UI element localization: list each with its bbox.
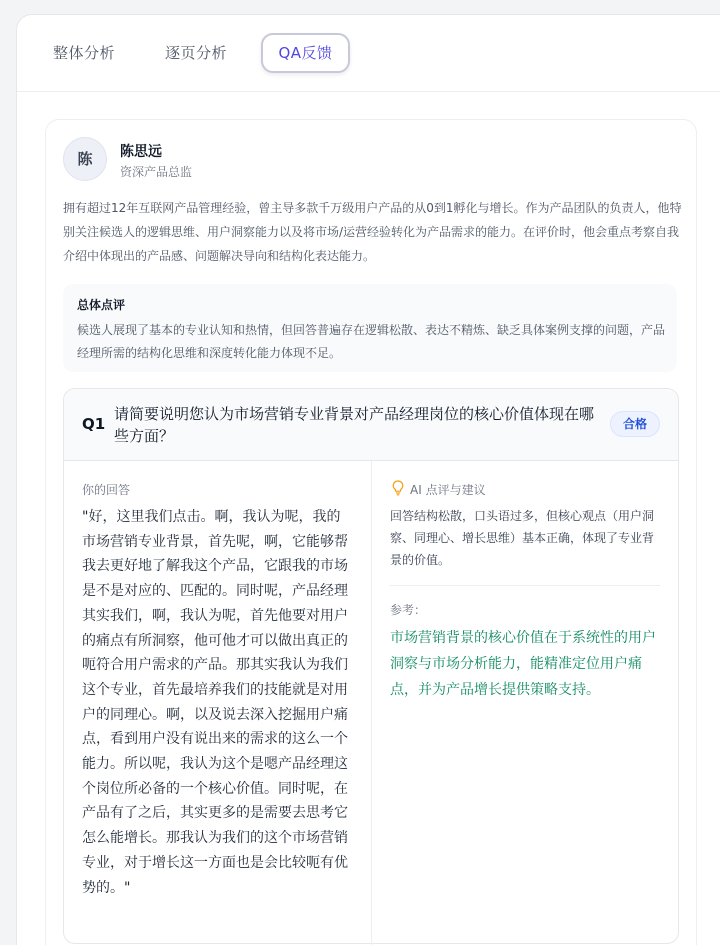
interviewer-bio: 拥有超过12年互联网产品管理经验，曾主导多款千万级用户产品的从0到1孵化与增长。作为产品团队的负责人，他特别关注候选人的逻辑思维、用户洞察能力以及将市场/运营经验转化为产品需求的能力。在评价时，他会重点考察自我介绍中体现出的产品感、问题解决导向和结构化表达能力。 [63,201,682,263]
status-badge: 合格 [610,411,660,437]
tab-overall-analysis[interactable]: 整体分析 [53,44,116,62]
ai-feedback-label: AI 点评与建议 [410,483,486,497]
analysis-panel [16,14,720,945]
interviewer-name: 陈思远 [120,144,162,160]
interviewer-card [45,119,697,945]
reference-label: 参考： [390,603,427,617]
lightbulb-icon [392,480,404,496]
reference-answer: 市场营销背景的核心价值在于系统性的用户洞察与市场分析能力，能精准定位用户痛点，并为产品增长提供策略支持。 [390,630,656,698]
ai-feedback-text: 回答结构松散，口头语过多，但核心观点（用户洞察、同理心、增长思维）基本正确，体现了专业背景的价值。 [390,509,655,567]
question-header [64,389,678,461]
interviewer-role: 资深产品总监 [120,165,193,179]
tab-bar [17,15,720,92]
question-card [63,388,679,944]
answer-label: 你的回答 [82,483,131,497]
divider [390,585,660,586]
overall-summary [63,284,677,372]
tab-qa-feedback[interactable]: QA反馈 [261,33,350,73]
avatar: 陈 [63,137,107,181]
answer-text: "好，这里我们点击。啊，我认为呢，我的市场营销专业背景，首先呢，啊，它能够帮我去更好地了解我这个产品，它跟我的市场是不是对应的、匹配的。同时呢，产品经理其实我们，啊，我认为呢，首先他要对用户的痛点有所洞察，他可他才可以做出真正的呃符合用户需求的产品。那其实我认为我们这个专业，首先最培养我们的技能就是对用户的同理心。啊，以及说去深入挖掘用户痛点，看到用户没有说出来的需求的这么一个能力。所以呢，我认为这个是嗯产品经理这个岗位所必备的一个核心价值。同时呢，在产品有了之后，其实更多的是需要去思考它怎么能增长。那我认为我们的这个市场营销专业，对于增长这一方面也是会比较呃有优势的。" [82,509,348,896]
answer-section [64,461,372,945]
question-number: Q1 [82,415,106,433]
summary-text: 候选人展现了基本的专业认知和热情，但回答普遍存在逻辑松散、表达不精炼、缺乏具体案例支撑的问题，产品经理所需的结构化思维和深度转化能力体现不足。 [77,323,666,360]
summary-title: 总体点评 [77,298,126,312]
question-text: 请简要说明您认为市场营销专业背景对产品经理岗位的核心价值体现在哪些方面？ [114,405,595,445]
ai-feedback-section [372,461,680,945]
tab-page-analysis[interactable]: 逐页分析 [165,44,228,62]
